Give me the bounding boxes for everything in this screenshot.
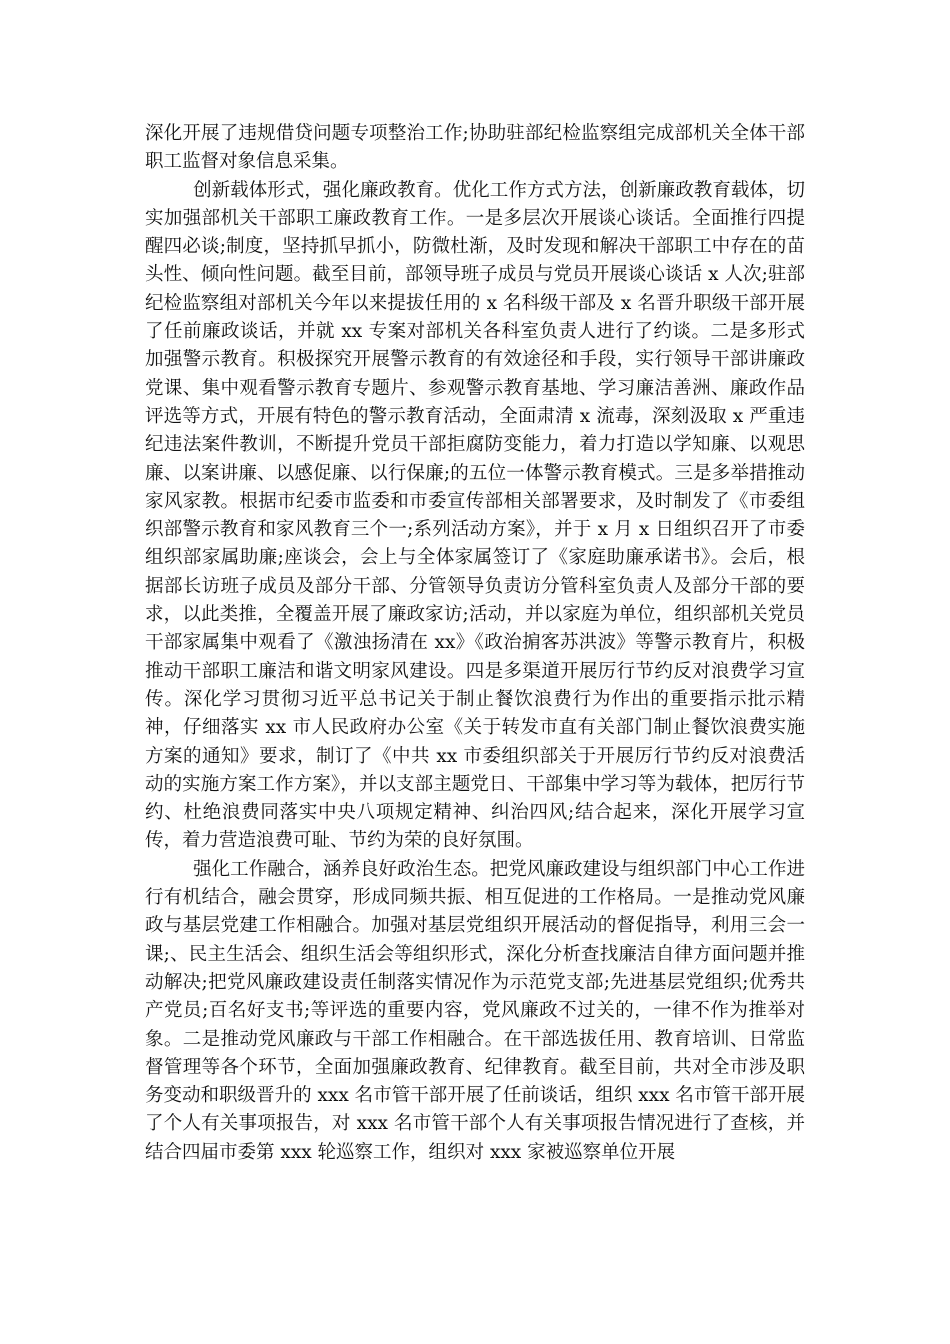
paragraph-continuation: 深化开展了违规借贷问题专项整治工作;协助驻部纪检监察组完成部机关全体干部职工监督对象信息采集。 xyxy=(145,123,805,173)
paragraph-education: 创新载体形式，强化廉政教育。优化工作方式方法，创新廉政教育载体，切实加强部机关干部职工廉政教育工作。一是多层次开展谈心谈话。全面推行四提醒四必谈;制度，坚持抓早抓小，防微杜渐，及时发现和解决干部职工中存在的苗头性、倾向性问题。截至目前，部领导班子成员与党员开展谈心谈话 x 人次;驻部纪检监察组对部机关今年以来提拔任用的 x 名科级干部及 x 名晋升职级干部开展了任前廉政谈话，并就 xx 专案对部机关各科室负责人进行了约谈。二是多形式加强警示教育。积极探究开展警示教育的有效途径和手段，实行领导干部讲廉政党课、集中观看警示教育专题片、参观警示教育基地、学习廉洁善洲、廉政作品评选等方式，开展有特色的警示教育活动，全面肃清 x 流毒，深刻汲取 x 严重违纪违法案件教训，不断提升党员干部拒腐防变能力，着力打造以学知廉、以观思廉、以案讲廉、以感促廉、以行保廉;的五位一体警示教育模式。三是多举措推动家风家教。根据市纪委市监委和市委宣传部相关部署要求，及时制发了《市委组织部警示教育和家风教育三个一;系列活动方案》，并于 x 月 x 日组织召开了市委组织部家属助廉;座谈会，会上与全体家属签订了《家庭助廉承诺书》。会后，根据部长访班子成员及部分干部、分管领导负责访分管科室负责人及部分干部的要求，以此类推，全覆盖开展了廉政家访;活动，并以家庭为单位，组织部机关党员干部家属集中观看了《激浊扬清在 xx》《政治掮客苏洪波》等警示教育片，积极推动干部职工廉洁和谐文明家风建设。四是多渠道开展厉行节约反对浪费学习宣传。深化学习贯彻习近平总书记关于制止餐饮浪费行为作出的重要指示批示精神，仔细落实 xx 市人民政府办公室《关于转发市直有关部门制止餐饮浪费实施方案的通知》要求，制订了《中共 xx 市委组织部关于开展厉行节约反对浪费活动的实施方案工作方案》，并以支部主题党日、干部集中学习等为载体，把厉行节约、杜绝浪费同落实中央八项规定精神、纠治四风;结合起来，深化开展学习宣传，着力营造浪费可耻、节约为荣的良好氛围。 xyxy=(145,179,805,852)
document-body xyxy=(145,120,805,1167)
paragraph-integration: 强化工作融合，涵养良好政治生态。把党风廉政建设与组织部门中心工作进行有机结合，融会贯穿，形成同频共振、相互促进的工作格局。一是推动党风廉政与基层党建工作相融合。加强对基层党组织开展活动的督促指导，利用三会一课;、民主生活会、组织生活会等组织形式，深化分析查找廉洁自律方面问题并推动解决;把党风廉政建设责任制落实情况作为示范党支部;先进基层党组织;优秀共产党员;百名好支书;等评选的重要内容，党风廉政不过关的，一律不作为推举对象。二是推动党风廉政与干部工作相融合。在干部选拔任用、教育培训、日常监督管理等各个环节，全面加强廉政教育、纪律教育。截至目前，共对全市涉及职务变动和职级晋升的 xxx 名市管干部开展了任前谈话，组织 xxx 名市管干部开展了个人有关事项报告，对 xxx 名市管干部个人有关事项报告情况进行了查核，并结合四届市委第 xxx 轮巡察工作，组织对 xxx 家被巡察单位开展 xyxy=(145,858,805,1163)
